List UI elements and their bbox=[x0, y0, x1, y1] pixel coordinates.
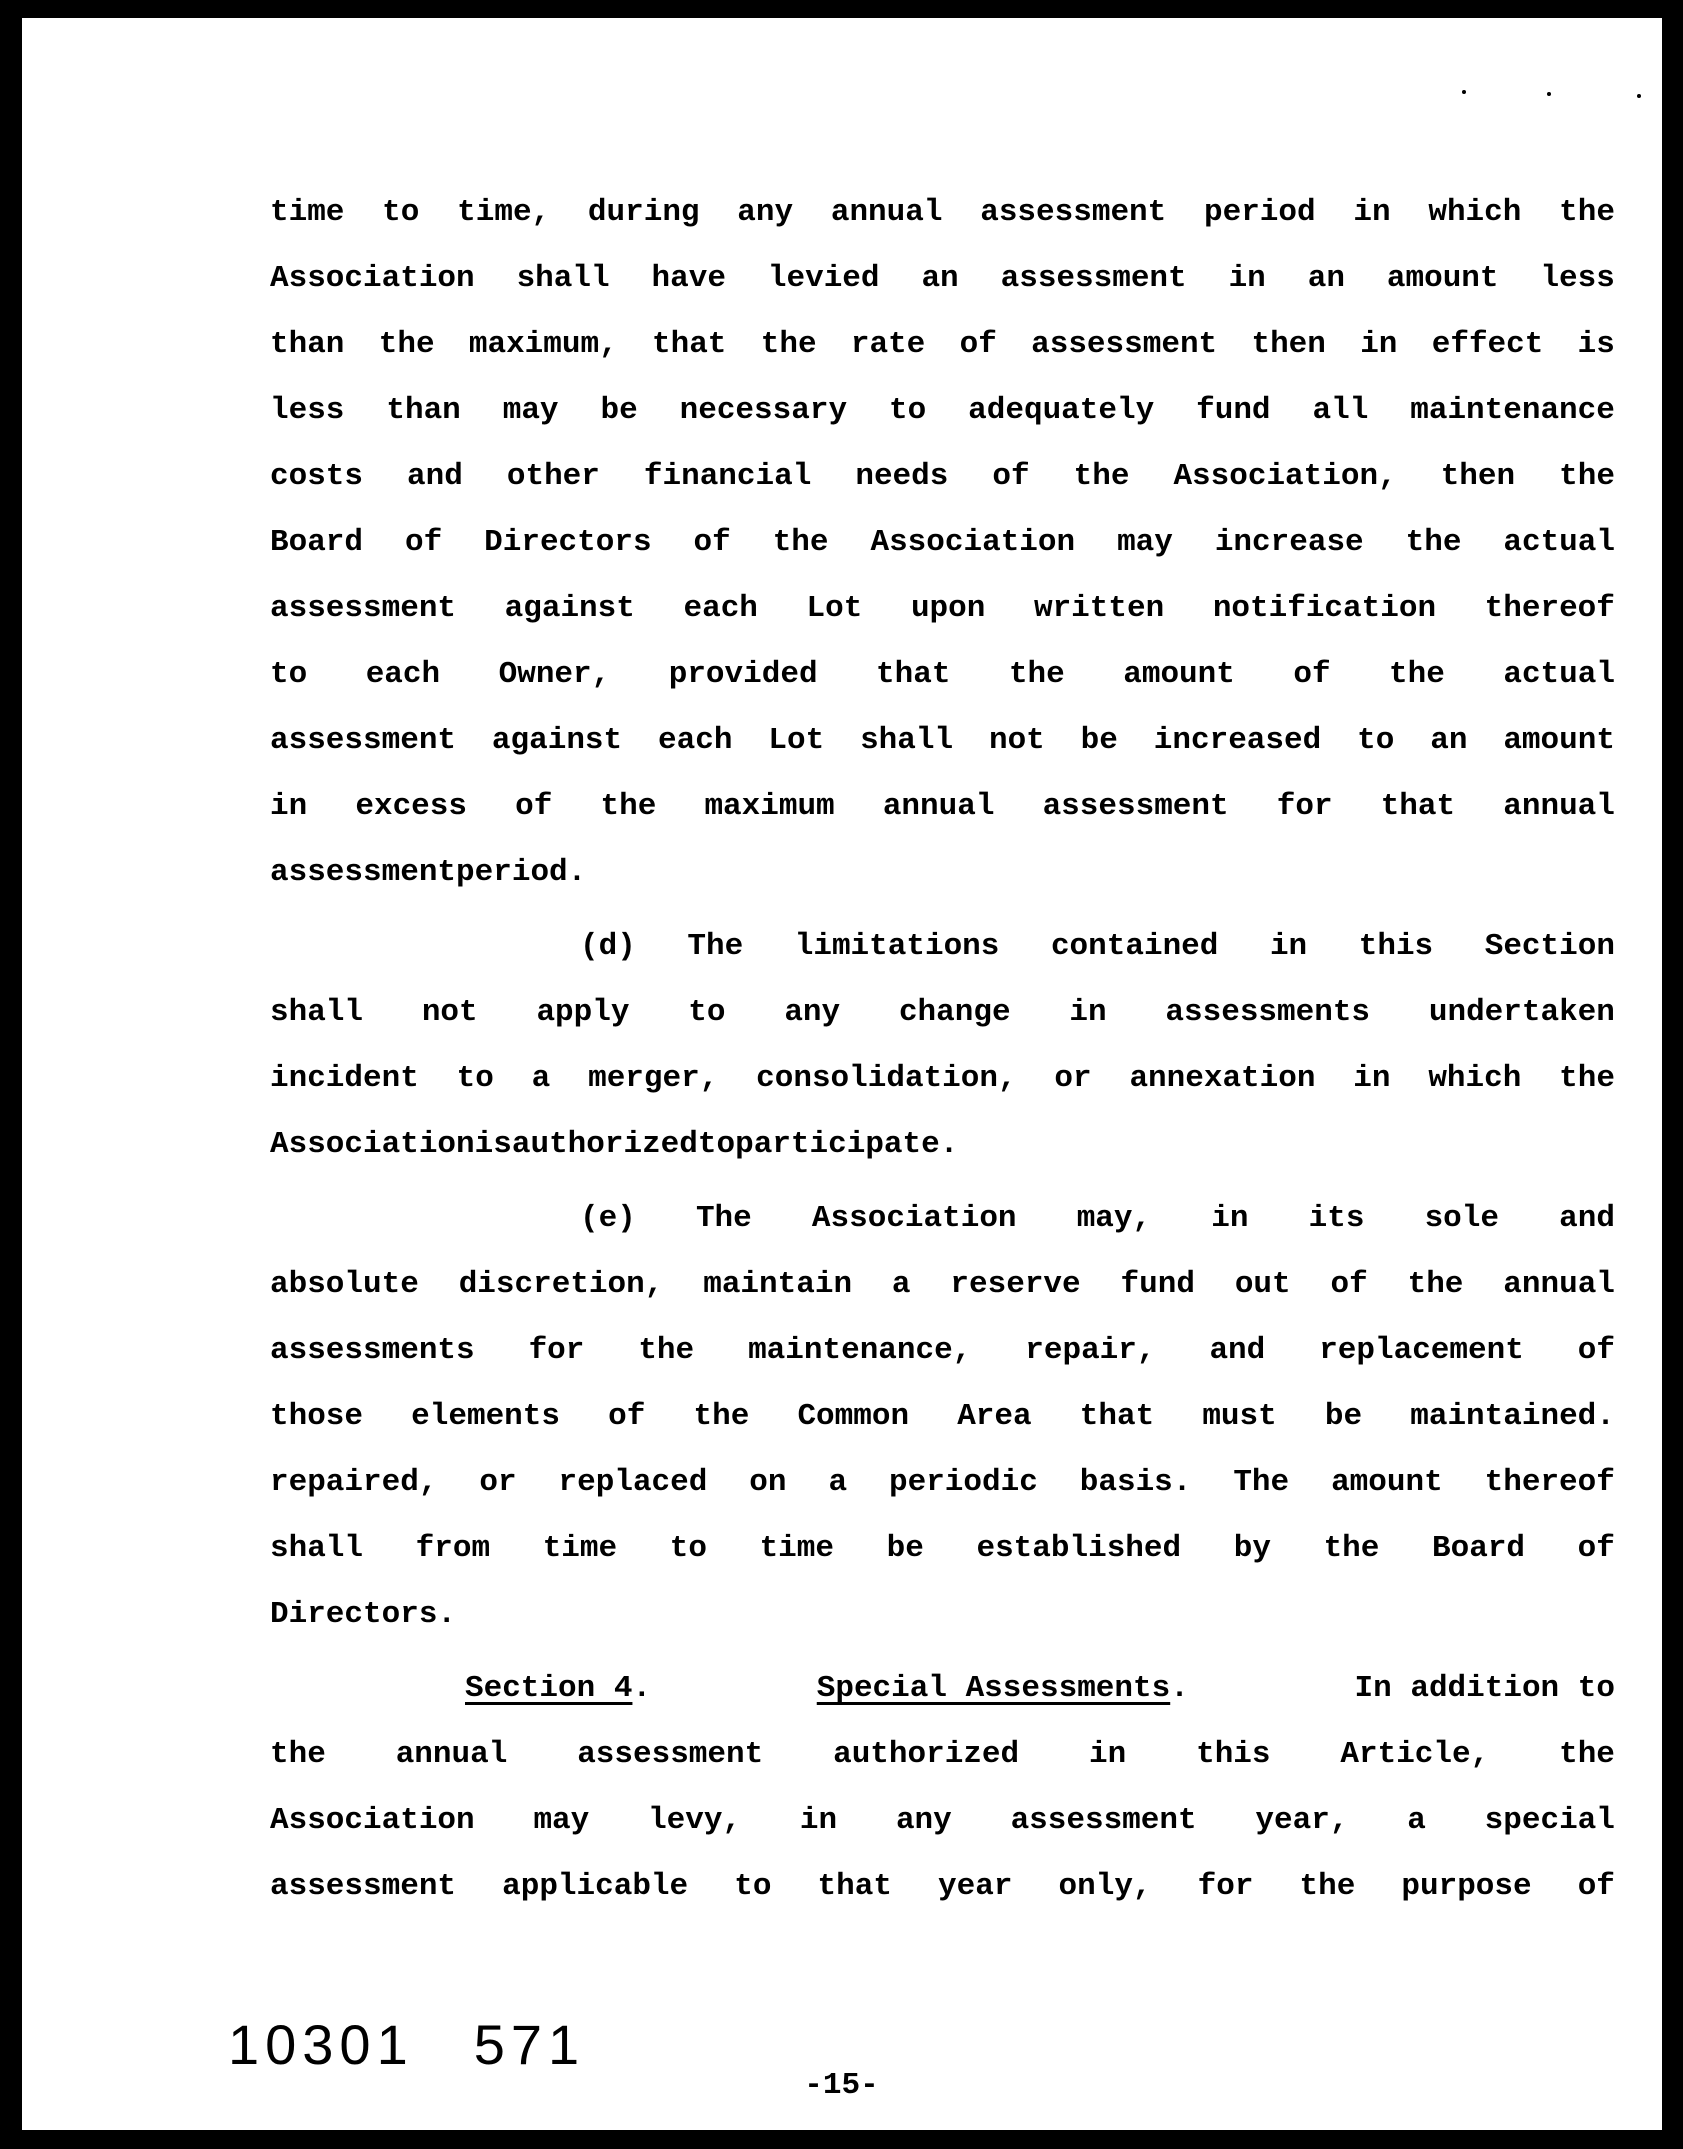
reference-number: 10301 bbox=[228, 2013, 414, 2076]
text-line: Association shall have levied an assessment in an amount less bbox=[270, 261, 1615, 296]
text-line: assessment applicable to that year only, for the purpose of bbox=[270, 1869, 1615, 1904]
text-line: the annual assessment authorized in this Article, the bbox=[270, 1737, 1615, 1772]
text-line: Association is authorized to participate. bbox=[270, 1127, 959, 1162]
text-line: Association may levy, in any assessment year, a special bbox=[270, 1803, 1615, 1838]
text-line bbox=[270, 1656, 1615, 1722]
text-line: assessments for the maintenance, repair, and replacement of bbox=[270, 1333, 1615, 1368]
text-line: those elements of the Common Area that must be maintained. bbox=[270, 1399, 1615, 1434]
reference-page: 571 bbox=[473, 2013, 586, 2076]
text-line: repaired, or replaced on a periodic basis. The amount thereof bbox=[270, 1465, 1615, 1500]
text-line: time to time, during any annual assessment period in which the bbox=[270, 195, 1615, 230]
text-line: incident to a merger, consolidation, or annexation in which the bbox=[270, 1061, 1615, 1096]
paragraph-e bbox=[270, 1186, 1615, 1648]
section-heading: Section 4. bbox=[465, 1671, 652, 1706]
page-number: -15- bbox=[804, 2068, 879, 2103]
text-line: in excess of the maximum annual assessment for that annual bbox=[270, 789, 1615, 824]
text-line: shall from time to time be established by the Board of bbox=[270, 1531, 1615, 1566]
scan-speck bbox=[1462, 90, 1466, 94]
text-line: Directors. bbox=[270, 1597, 457, 1632]
text-line: Board of Directors of the Association may increase the actual bbox=[270, 525, 1615, 560]
text-line: assessment against each Lot upon written notification thereof bbox=[270, 591, 1615, 626]
text-line: (e) The Association may, in its sole and bbox=[580, 1201, 1615, 1236]
document-body bbox=[270, 180, 1615, 1920]
text-line: shall not apply to any change in assessments undertaken bbox=[270, 995, 1615, 1030]
text-line: costs and other financial needs of the Association, then the bbox=[270, 459, 1615, 494]
text-line: assessment period. bbox=[270, 855, 587, 890]
section-title: Special Assessments. bbox=[816, 1671, 1189, 1706]
scan-speck bbox=[1547, 92, 1551, 96]
text-line: assessment against each Lot shall not be increased to an amount bbox=[270, 723, 1615, 758]
section-first-line-rest: In addition to bbox=[1354, 1671, 1615, 1706]
paragraph-d bbox=[270, 914, 1615, 1178]
text-line: than the maximum, that the rate of assessment then in effect is bbox=[270, 327, 1615, 362]
section-4-paragraph bbox=[270, 1656, 1615, 1920]
paragraph-continuation bbox=[270, 180, 1615, 906]
text-line: (d) The limitations contained in this Section bbox=[580, 929, 1615, 964]
text-line: absolute discretion, maintain a reserve fund out of the annual bbox=[270, 1267, 1615, 1302]
text-line: less than may be necessary to adequately fund all maintenance bbox=[270, 393, 1615, 428]
text-line: to each Owner, provided that the amount of the actual bbox=[270, 657, 1615, 692]
scan-speck bbox=[1637, 94, 1641, 98]
